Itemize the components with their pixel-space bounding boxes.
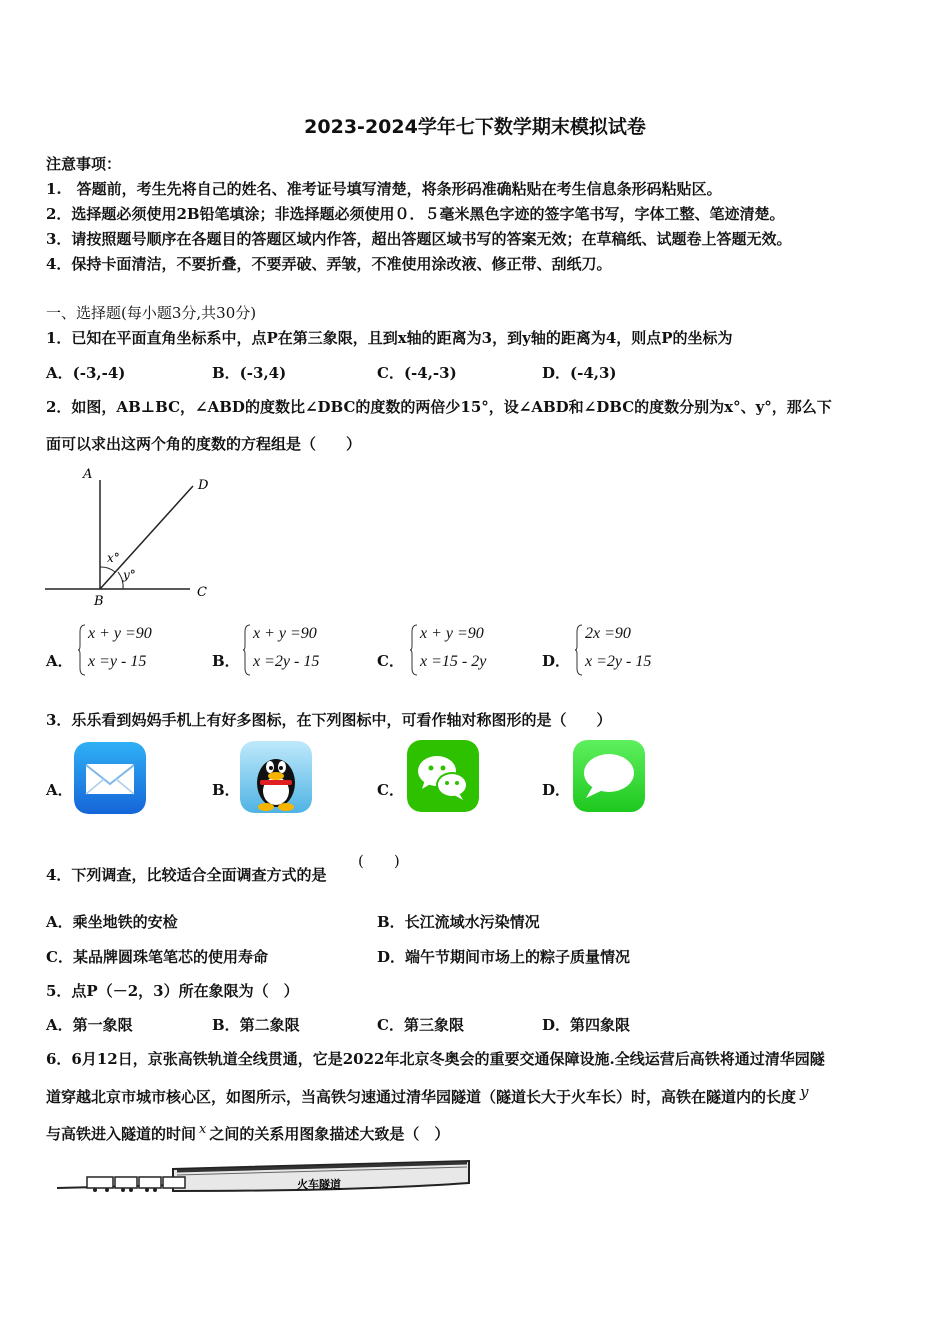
q2-option-b-system: [243, 624, 353, 676]
q6-line3-text: 与高铁进入隧道的时间: [46, 1125, 197, 1143]
q1-option-d: D．(-4,3): [542, 364, 617, 382]
q2-label-c: C．: [377, 652, 404, 670]
notice-heading: 注意事项：: [46, 155, 122, 173]
q1-option-b: B．(-3,4): [212, 364, 287, 382]
label-c: C: [197, 585, 207, 600]
page-title: 2023-2024学年七下数学期末模拟试卷: [304, 116, 646, 138]
arc-x: [100, 567, 115, 572]
equation: 2x =90: [585, 625, 631, 642]
brace-icon: [575, 624, 583, 676]
angle-figure: [40, 462, 220, 612]
q1-option-a: A．(-3,-4): [46, 364, 126, 382]
q4-option-a: A．乘坐地铁的安检: [46, 913, 178, 931]
question-1: 1．已知在平面直角坐标系中，点P在第三象限，且到x轴的距离为3，到y轴的距离为4，则点P的坐标为: [46, 329, 733, 347]
q6-line3-tail: 之间的关系用图象描述大致是（ ）: [209, 1125, 450, 1143]
notice-item: 3．请按照题号顺序在各题目的答题区域内作答，超出答题区域书写的答案无效；在草稿纸、试题卷上答题无效。: [46, 230, 792, 248]
q6-line2-text: 道穿越北京市城市核心区，如图所示，当高铁匀速通过清华园隧道（隧道长大于火车长）时，高铁在隧道内的长度: [46, 1088, 797, 1106]
q3-label-b: B．: [212, 781, 240, 799]
equation: x =2y - 15: [585, 653, 652, 670]
q1-option-c: C．(-4,-3): [377, 364, 457, 382]
q3-label-c: C．: [377, 781, 404, 799]
q4-option-d: D．端午节期间市场上的粽子质量情况: [377, 948, 631, 966]
q5-option-d: D．第四象限: [542, 1016, 631, 1034]
q4-option-b: B．长江流域水污染情况: [377, 913, 540, 931]
label-x: x°: [107, 551, 120, 565]
question-5: 5．点P（－2，3）所在象限为（ ）: [46, 982, 299, 1000]
q5-option-b: B．第二象限: [212, 1016, 300, 1034]
qq-penguin-icon: [240, 741, 312, 813]
line-bd: [100, 486, 193, 589]
q2-label-a: A．: [46, 652, 73, 670]
train-tunnel-figure: [55, 1155, 475, 1200]
question-2-line1: 2．如图，AB⊥BC，∠ABD的度数比∠DBC的度数的两倍少15°，设∠ABD和∠DBC的度数分别为x°、y°，那么下: [46, 398, 832, 416]
question-4: 4．下列调查，比较适合全面调查方式的是: [46, 866, 327, 884]
notice-item: 1. 答题前，考生先将自己的姓名、准考证号填写清楚，将条形码准确粘贴在考生信息条形码粘贴区。: [46, 180, 722, 198]
q3-label-a: A．: [46, 781, 73, 799]
label-a: A: [83, 467, 93, 482]
label-y: y°: [123, 568, 136, 582]
q2-label-d: D．: [542, 652, 571, 670]
q2-label-b: B．: [212, 652, 240, 670]
equation: x =2y - 15: [253, 653, 320, 670]
brace-icon: [78, 624, 86, 676]
q2-option-a-system: [78, 624, 178, 676]
question-3: 3．乐乐看到妈妈手机上有好多图标，在下列图标中，可看作轴对称图形的是（ ）: [46, 711, 612, 729]
brace-icon: [410, 624, 418, 676]
q3-label-d: D．: [542, 781, 571, 799]
equation: x + y =90: [88, 625, 152, 642]
notice-item: 2．选择题必须使用2B铅笔填涂；非选择题必须使用０．５毫米黑色字迹的签字笔书写，字体工整、笔迹清楚。: [46, 205, 785, 223]
label-b: B: [94, 594, 104, 609]
messages-icon: [573, 740, 645, 812]
q5-option-a: A．第一象限: [46, 1016, 133, 1034]
tunnel-label: 火车隧道: [297, 1178, 341, 1191]
q2-option-d-system: [575, 624, 685, 676]
variable-x: x: [199, 1122, 207, 1137]
equation: x + y =90: [420, 625, 484, 642]
q4-option-c: C．某品牌圆珠笔笔芯的使用寿命: [46, 948, 268, 966]
q4-answer-paren: ( ): [358, 852, 400, 870]
question-6-line3: [46, 1123, 449, 1144]
brace-icon: [243, 624, 251, 676]
equation: x + y =90: [253, 625, 317, 642]
variable-y: y: [800, 1083, 809, 1101]
question-6-line2: [46, 1083, 809, 1107]
question-6-line1: 6．6月12日，京张高铁轨道全线贯通，它是2022年北京冬奥会的重要交通保障设施.全线运营后高铁将通过清华园隧: [46, 1050, 825, 1068]
q2-option-c-system: [410, 624, 520, 676]
train-icon: [87, 1177, 185, 1192]
question-2-line2: 面可以求出这两个角的度数的方程组是（ ）: [46, 435, 362, 453]
equation: x =15 - 2y: [420, 653, 487, 670]
label-d: D: [198, 478, 209, 493]
wechat-icon: [407, 740, 479, 812]
notice-item: 4．保持卡面清洁，不要折叠，不要弄破、弄皱，不准使用涂改液、修正带、刮纸刀。: [46, 255, 612, 273]
q5-option-c: C．第三象限: [377, 1016, 464, 1034]
section-heading: 一、选择题(每小题3分,共30分): [46, 304, 257, 322]
equation: x =y - 15: [88, 653, 147, 670]
mail-icon: [74, 742, 146, 814]
